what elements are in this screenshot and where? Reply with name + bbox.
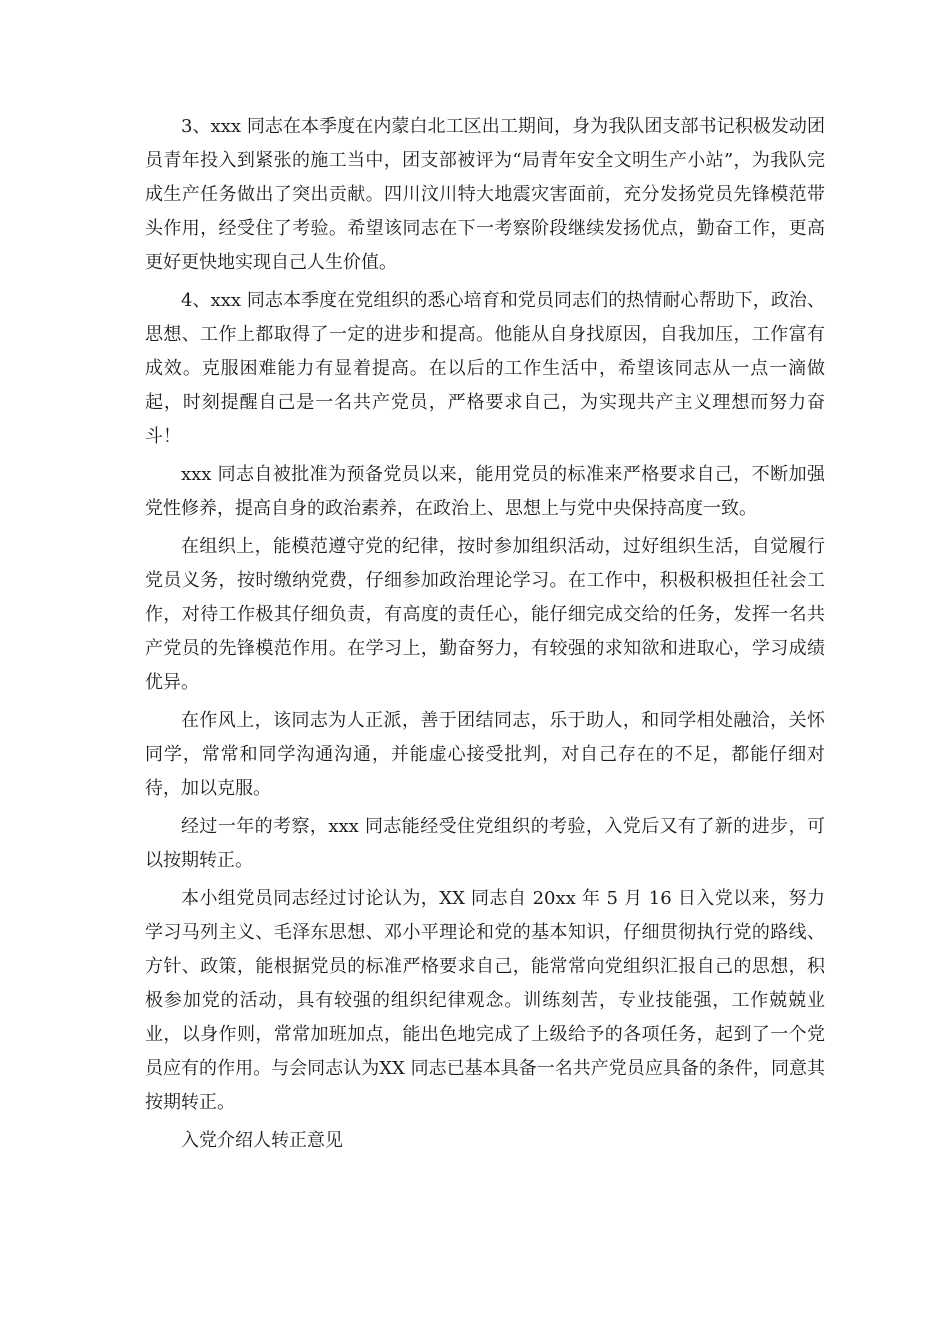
paragraph-conclusion: 经过一年的考察，xxx 同志能经受住党组织的考验，入党后又有了新的进步，可以按期转正。 [145, 816, 825, 871]
section-heading-sponsor-opinion: 入党介绍人转正意见 [181, 1130, 343, 1151]
document-body [145, 110, 825, 1162]
paragraph-work-style: 在作风上，该同志为人正派，善于团结同志，乐于助人，和同学相处融洽，关怀同学，常常和同学沟通沟通，并能虚心接受批判，对自己存在的不足，都能仔细对待，加以克服。 [145, 710, 825, 799]
paragraph-probation-summary: xxx 同志自被批准为预备党员以来，能用党员的标准来严格要求自己，不断加强党性修养，提高自身的政治素养，在政治上、思想上与党中央保持高度一致。 [145, 464, 825, 519]
paragraph-organization: 在组织上，能模范遵守党的纪律，按时参加组织活动，过好组织生活，自觉履行党员义务，按时缴纳党费，仔细参加政治理论学习。在工作中，积极积极担任社会工作，对待工作极其仔细负责，有高度的责任心，能仔细完成交给的任务，发挥一名共产党员的先锋模范作用。在学习上，勤奋努力，有较强的求知欲和进取心，学习成绩优异。 [145, 536, 825, 693]
paragraph-3: 3、xxx 同志在本季度在内蒙白北工区出工期间，身为我队团支部书记积极发动团员青年投入到紧张的施工当中，团支部被评为“局青年安全文明生产小站”，为我队完成生产任务做出了突出贡献。四川汶川特大地震灾害面前，充分发扬党员先锋模范带头作用，经受住了考验。希望该同志在下一考察阶段继续发扬优点，勤奋工作，更高更好更快地实现自己人生价值。 [145, 116, 825, 273]
paragraph-4: 4、xxx 同志本季度在党组织的悉心培育和党员同志们的热情耐心帮助下，政治、思想、工作上都取得了一定的进步和提高。他能从自身找原因，自我加压，工作富有成效。克服困难能力有显着提高。在以后的工作生活中，希望该同志从一点一滴做起，时刻提醒自己是一名共产党员，严格要求自己，为实现共产主义理想而努力奋斗！ [145, 290, 825, 447]
paragraph-group-opinion: 本小组党员同志经过讨论认为，XX 同志自 20xx 年 5 月 16 日入党以来，努力学习马列主义、毛泽东思想、邓小平理论和党的基本知识，仔细贯彻执行党的路线、方针、政策，能根据党员的标准严格要求自己，能常常向党组织汇报自己的思想，积极参加党的活动，具有较强的组织纪律观念。训练刻苦，专业技能强，工作兢兢业业，以身作则，常常加班加点，能出色地完成了上级给予的各项任务，起到了一个党员应有的作用。与会同志认为XX 同志已基本具备一名共产党员应具备的条件，同意其按期转正。 [145, 888, 825, 1113]
